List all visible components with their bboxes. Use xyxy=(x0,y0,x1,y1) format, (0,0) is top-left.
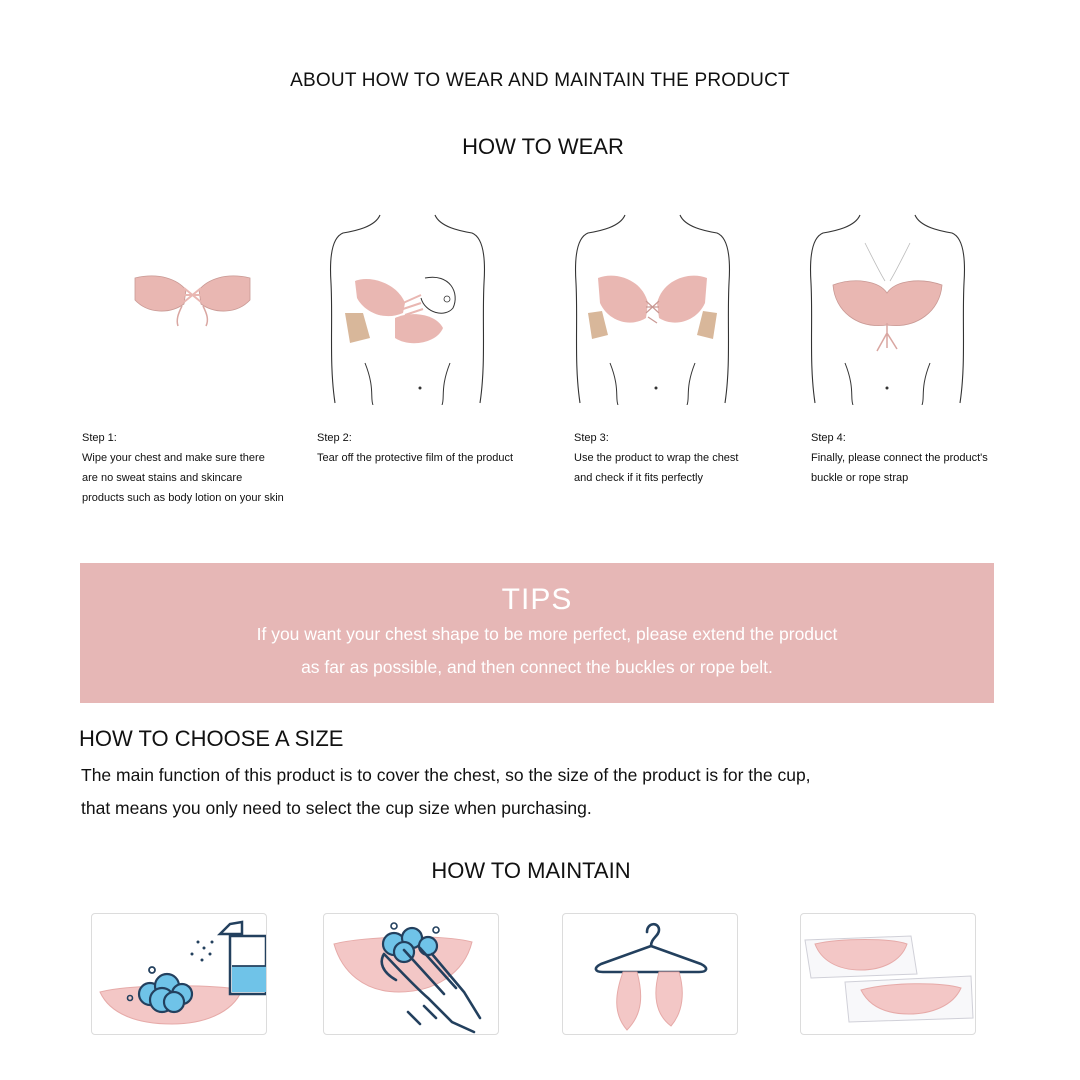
storage-illustration xyxy=(801,914,975,1034)
step-1-product-illustration xyxy=(120,262,265,332)
page-title: ABOUT HOW TO WEAR AND MAINTAIN THE PRODUCT xyxy=(290,70,790,91)
step-4-figure-illustration xyxy=(805,213,970,405)
tips-text-line-2: as far as possible, and then connect the buckles or rope belt. xyxy=(301,657,773,677)
maintain-card-hand-wash xyxy=(323,913,499,1035)
step-label: Step 1: xyxy=(82,432,117,444)
step-line: products such as body lotion on your skin xyxy=(82,492,284,504)
maintain-card-storage xyxy=(800,913,976,1035)
step-line: Wipe your chest and make sure there xyxy=(82,452,265,464)
maintain-card-spray xyxy=(91,913,267,1035)
hand-wash-illustration xyxy=(324,914,498,1034)
tips-title: TIPS xyxy=(501,583,573,616)
maintain-card-hang-dry xyxy=(562,913,738,1035)
step-3-figure-illustration xyxy=(570,213,735,405)
step-3-text xyxy=(574,428,794,488)
step-label: Step 3: xyxy=(574,432,609,444)
step-line: Use the product to wrap the chest xyxy=(574,452,739,464)
how-to-wear-heading: HOW TO WEAR xyxy=(462,134,624,159)
step-2-text xyxy=(317,428,547,468)
spray-wash-illustration xyxy=(92,914,266,1034)
step-line: are no sweat stains and skincare xyxy=(82,472,243,484)
step-4-text xyxy=(811,428,1031,488)
step-line: and check if it fits perfectly xyxy=(574,472,703,484)
tips-text-line-1: If you want your chest shape to be more perfect, please extend the product xyxy=(256,624,838,644)
hanger-illustration xyxy=(563,914,737,1034)
step-2-figure-illustration xyxy=(325,213,490,405)
step-label: Step 2: xyxy=(317,432,352,444)
choose-size-heading: HOW TO CHOOSE A SIZE xyxy=(79,726,344,751)
step-line: Finally, please connect the product's xyxy=(811,452,988,464)
step-1-text xyxy=(82,428,312,508)
tips-banner xyxy=(80,563,994,703)
step-line: Tear off the protective film of the product xyxy=(317,452,514,464)
step-label: Step 4: xyxy=(811,432,846,444)
how-to-maintain-heading: HOW TO MAINTAIN xyxy=(431,858,631,883)
step-line: buckle or rope strap xyxy=(811,472,909,484)
size-text-line-2: that means you only need to select the cup size when purchasing. xyxy=(81,798,592,818)
size-text-line-1: The main function of this product is to cover the chest, so the size of the product is for the cup, xyxy=(81,765,811,785)
